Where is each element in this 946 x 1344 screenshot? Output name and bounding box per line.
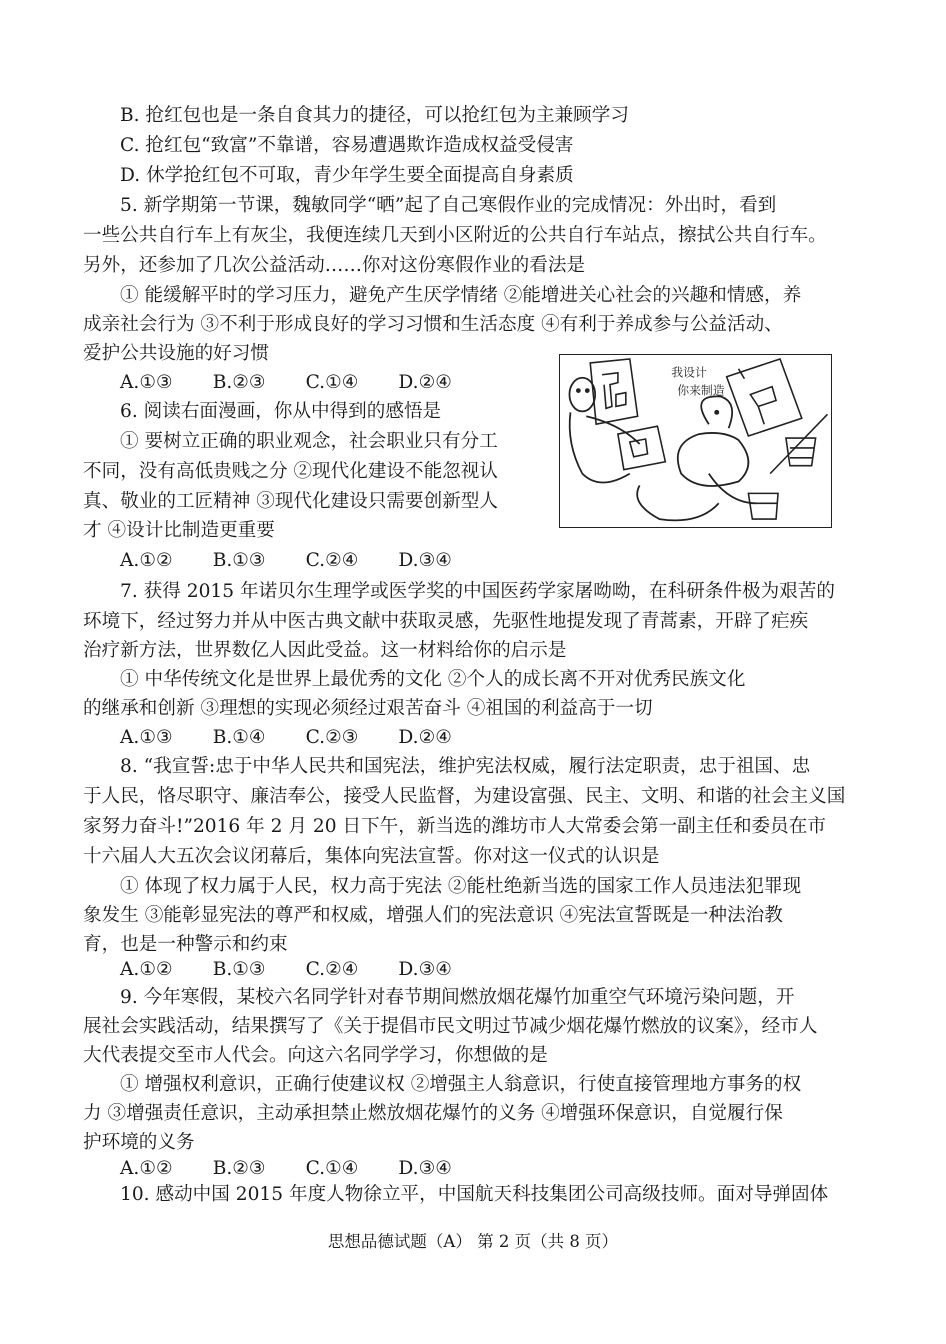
bucket-icon bbox=[748, 414, 827, 519]
q7-options bbox=[120, 727, 492, 749]
q5-statements-line-3: 爱护公共设施的好习惯 bbox=[83, 343, 269, 364]
q10-stem-line-1: 10. 感动中国 2015 年度人物徐立平，中国航天科技集团公司高级技师。面对导弹固体 bbox=[120, 1184, 829, 1205]
q8-option-c[interactable]: C.②④ bbox=[305, 959, 359, 980]
q7-option-b[interactable]: B.①④ bbox=[212, 727, 266, 748]
q5-option-b[interactable]: B.②③ bbox=[212, 372, 266, 393]
design-sheet-left bbox=[590, 359, 637, 424]
q5-option-a[interactable]: A.①③ bbox=[120, 372, 173, 393]
q6-stem: 6. 阅读右面漫画，你从中得到的感悟是 bbox=[120, 401, 442, 422]
q5-stem-line-2: 一些公共自行车上有灰尘，我便连续几天到小区附近的公共自行车站点，擦拭公共自行车。 bbox=[83, 225, 827, 246]
q9-option-a[interactable]: A.①② bbox=[120, 1158, 173, 1179]
q8-options bbox=[120, 959, 492, 981]
q8-stem-line-1: 8. “我宣誓:忠于中华人民共和国宪法，维护宪法权威，履行法定职责，忠于祖国、忠 bbox=[120, 756, 811, 777]
q9-statements-line-2: 力 ③增强责任意识，主动承担禁止燃放烟花爆竹的义务 ④增强环保意识，自觉履行保 bbox=[83, 1103, 783, 1124]
q8-stem-line-4: 十六届人大五次会议闭幕后，集体向宪法宣誓。你对这一仪式的认识是 bbox=[83, 846, 660, 867]
q6-statements-line-2: 不同，没有高低贵贱之分 ②现代化建设不能忽视认 bbox=[83, 461, 498, 482]
q8-statements-line-1: ① 体现了权力属于人民，权力高于宪法 ②能杜绝新当选的国家工作人员违法犯罪现 bbox=[120, 876, 802, 897]
q9-statements-line-3: 护环境的义务 bbox=[83, 1132, 195, 1153]
q7-stem-line-3: 治疗新方法，世界数亿人因此受益。这一材料给你的启示是 bbox=[83, 640, 567, 661]
q7-option-a[interactable]: A.①③ bbox=[120, 727, 173, 748]
q8-option-b[interactable]: B.①③ bbox=[212, 959, 266, 980]
q6-statements-line-1: ① 要树立正确的职业观念，社会职业只有分工 bbox=[120, 431, 498, 452]
cartoon-drawing bbox=[560, 355, 831, 527]
q8-stem-line-3: 家努力奋斗!”2016 年 2 月 20 日下午，新当选的潍坊市人大常委会第一副主任和委员在市 bbox=[83, 816, 826, 837]
q8-stem-line-2: 于人民，恪尽职守、廉洁奉公，接受人民监督，为建设富强、民主、文明、和谐的社会主义国 bbox=[83, 786, 846, 807]
q8-statements-line-2: 象发生 ③能彰显宪法的尊严和权威，增强人们的宪法意识 ④宪法宣誓既是一种法治教 bbox=[83, 905, 783, 926]
q5-stem-line-3: 另外，还参加了几次公益活动……你对这份寒假作业的看法是 bbox=[83, 255, 586, 276]
q8-statements-line-3: 育，也是一种警示和约束 bbox=[83, 934, 288, 955]
q7-option-d[interactable]: D.②④ bbox=[398, 727, 452, 748]
q9-stem-line-3: 大代表提交至市人代会。向这六名同学学习，你想做的是 bbox=[83, 1045, 548, 1066]
q6-statements-line-3: 真、敬业的工匠精神 ③现代化建设只需要创新型人 bbox=[83, 491, 498, 512]
cartoon-illustration bbox=[559, 354, 832, 528]
q6-statements-line-4: 才 ④设计比制造更重要 bbox=[83, 520, 275, 541]
page-footer: 思想品德试题（A） 第 2 页（共 8 页） bbox=[327, 1232, 619, 1251]
q5-statements-line-2: 成亲社会行为 ③不利于形成良好的学习习惯和生活态度 ④有利于养成参与公益活动、 bbox=[83, 314, 783, 335]
cartoon-caption-line-1: 我设计 bbox=[671, 365, 707, 380]
q7-stem-line-1: 7. 获得 2015 年诺贝尔生理学或医学奖的中国医药学家屠呦呦，在科研条件极为艰苦的 bbox=[120, 581, 835, 602]
q5-options bbox=[120, 372, 492, 394]
q5-option-d[interactable]: D.②④ bbox=[398, 372, 452, 393]
q9-stem-line-2: 展社会实践活动，结果撰写了《关于提倡市民文明过节减少烟花爆竹燃放的议案》，经市人 bbox=[83, 1016, 818, 1037]
q7-option-c[interactable]: C.②③ bbox=[305, 727, 359, 748]
q9-statements-line-1: ① 增强权利意识，正确行使建议权 ②增强主人翁意识，行使直接管理地方事务的权 bbox=[120, 1074, 802, 1095]
design-sheet-right bbox=[727, 359, 802, 436]
q9-options bbox=[120, 1158, 492, 1180]
q6-options bbox=[120, 550, 492, 572]
q7-statements-line-1: ① 中华传统文化是世界上最优秀的文化 ②个人的成长离不开对优秀民族文化 bbox=[120, 669, 746, 690]
q4-option-d: D. 休学抢红包不可取，青少年学生要全面提高自身素质 bbox=[120, 165, 574, 186]
worker-figures bbox=[637, 396, 756, 520]
q7-statements-line-2: 的继承和创新 ③理想的实现必须经过艰苦奋斗 ④祖国的利益高于一切 bbox=[83, 698, 653, 719]
q5-option-c[interactable]: C.①④ bbox=[305, 372, 359, 393]
cartoon-caption-line-2: 你来制造 bbox=[677, 383, 725, 398]
q4-option-b: B. 抢红包也是一条自食其力的捷径，可以抢红包为主兼顾学习 bbox=[120, 105, 629, 126]
q9-option-b[interactable]: B.②③ bbox=[212, 1158, 266, 1179]
q5-stem-line-1: 5. 新学期第一节课，魏敏同学“晒”起了自己寒假作业的完成情况：外出时，看到 bbox=[120, 195, 777, 216]
q8-option-a[interactable]: A.①② bbox=[120, 959, 173, 980]
q4-option-c: C. 抢红包“致富”不靠谱，容易遭遇欺诈造成权益受侵害 bbox=[120, 135, 574, 156]
q9-option-d[interactable]: D.③④ bbox=[398, 1158, 452, 1179]
q8-option-d[interactable]: D.③④ bbox=[398, 959, 452, 980]
q6-option-c[interactable]: C.②④ bbox=[305, 550, 359, 571]
q9-stem-line-1: 9. 今年寒假，某校六名同学针对春节期间燃放烟花爆竹加重空气环境污染问题，开 bbox=[120, 987, 795, 1008]
q9-option-c[interactable]: C.①④ bbox=[305, 1158, 359, 1179]
q5-statements-line-1: ① 能缓解平时的学习压力，避免产生厌学情绪 ②能增进关心社会的兴趣和情感，养 bbox=[120, 285, 802, 306]
q6-option-d[interactable]: D.③④ bbox=[398, 550, 452, 571]
q6-option-b[interactable]: B.①③ bbox=[212, 550, 266, 571]
q6-option-a[interactable]: A.①② bbox=[120, 550, 173, 571]
design-sheet-bottom bbox=[618, 426, 665, 469]
q7-stem-line-2: 环境下，经过努力并从中医古典文献中获取灵感，先驱性地提发现了青蒿素，开辟了疟疾 bbox=[83, 611, 809, 632]
